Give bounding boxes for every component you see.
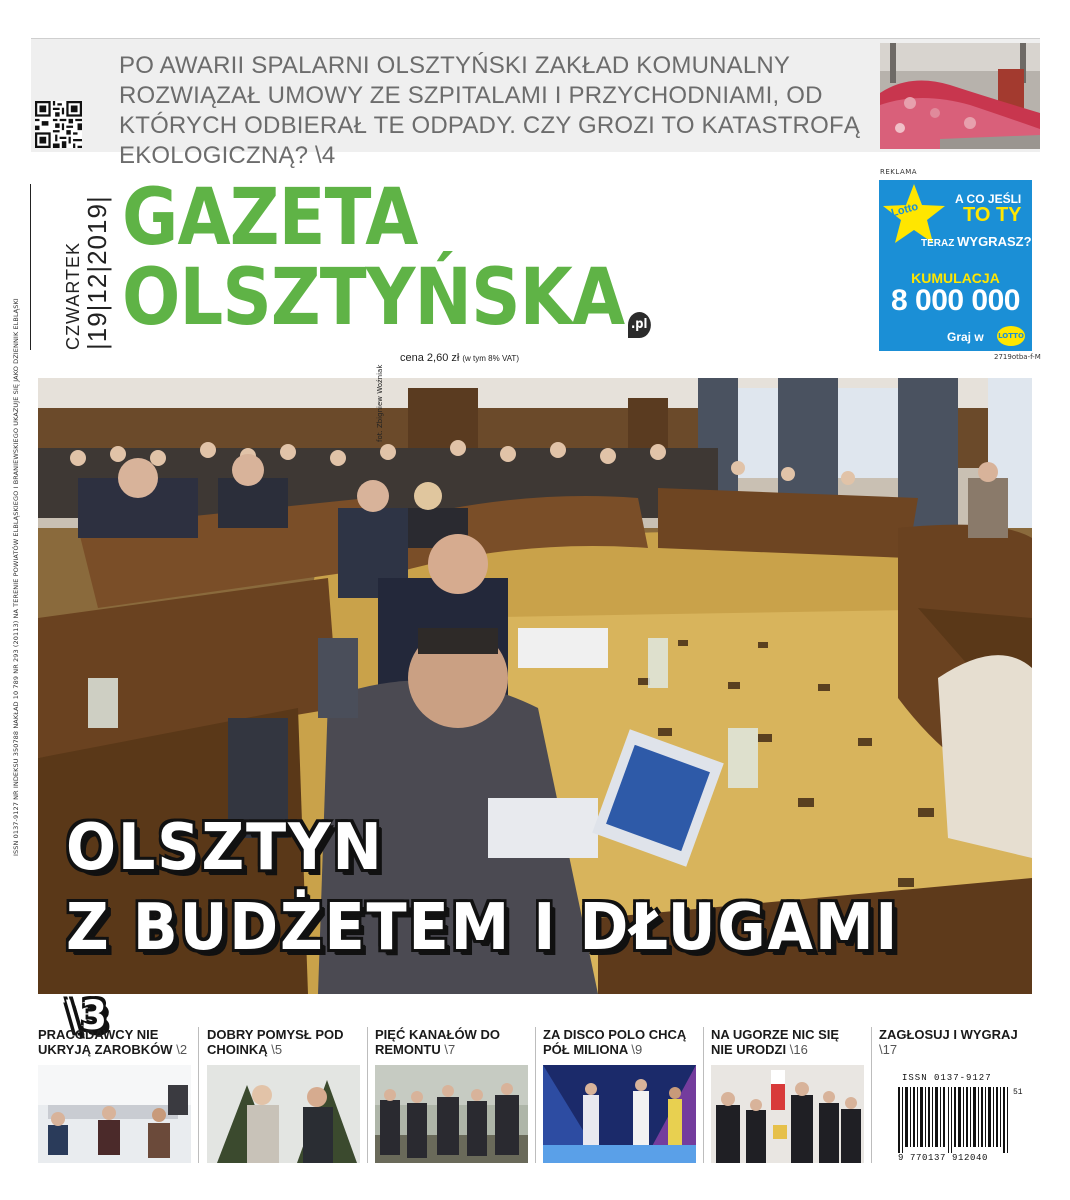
teaser-pracodawcy[interactable] <box>38 1027 191 1163</box>
teaser-page-ref: \9 <box>631 1042 643 1057</box>
teaser-title-text: NA UGORZE NIC SIĘ NIE URODZI <box>711 1027 840 1057</box>
ad-line-3b: WYGRASZ? <box>957 234 1032 249</box>
teaser-title <box>38 1027 191 1063</box>
teaser-page-ref: \2 <box>176 1042 188 1057</box>
banner-headline[interactable]: PO AWARII SPALARNI OLSZTYŃSKI ZAKŁAD KOMUNALNY ROZWIĄZAŁ UMOWY ZE SZPITALAMI I PRZYCHODNIAMI, OD KTÓRYCH ODBIERAŁ TE ODPADY. CZY GROZI TO KATASTROFĄ EKOLOGICZNĄ? \4 <box>119 52 861 169</box>
teaser-page-ref: \16 <box>789 1042 808 1057</box>
date-bar <box>30 184 112 350</box>
teaser-title <box>543 1027 696 1063</box>
teaser-page-ref: \5 <box>271 1042 283 1057</box>
ad-amount: 8 000 000 <box>891 284 1020 317</box>
teaser-title-text: PIĘĆ KANAŁÓW DO REMONTU <box>375 1027 500 1057</box>
main-headline[interactable] <box>66 808 955 1056</box>
newspaper-logo[interactable] <box>122 173 651 343</box>
price-vat: (w tym 8% VAT) <box>462 354 519 363</box>
teaser-strip <box>38 1027 864 1163</box>
qr-code[interactable] <box>35 101 82 148</box>
barcode-number: 9 770137 912040 <box>898 1153 989 1163</box>
teaser-title-text: DOBRY POMYSŁ POD CHOINKĄ <box>207 1027 344 1057</box>
teaser-title-text: ZA DISCO POLO CHCĄ PÓŁ MILIONA <box>543 1027 687 1057</box>
logo-line-1: GAZETA <box>122 173 418 263</box>
ad-code: 2719otba-f-M <box>994 353 1041 361</box>
teaser-photo <box>375 1065 528 1163</box>
teaser-page-ref: \17 <box>879 1042 898 1057</box>
teaser-title <box>375 1027 528 1063</box>
photo-credit: fot. Zbigniew Woźniak <box>376 364 384 442</box>
price-value: cena 2,60 zł <box>400 352 460 364</box>
lotto-logo-icon: LOTTO <box>997 326 1025 346</box>
top-teaser-banner[interactable] <box>31 38 1040 169</box>
teaser-disco-polo[interactable] <box>543 1027 696 1163</box>
ad-line-3 <box>921 234 1032 249</box>
ad-brand: Lotto <box>889 200 920 220</box>
teaser-title-text: ZAGŁOSUJ I WYGRAJ <box>879 1027 1018 1042</box>
logo-line-2: OLSZTYŃSKA <box>122 253 625 343</box>
ad-line-2: TO TY <box>963 204 1022 226</box>
ad-cta: Graj w <box>947 330 984 344</box>
headline-line-1: OLSZTYN <box>66 811 384 885</box>
divider <box>871 1027 872 1163</box>
issue-date: |19|12|2019| <box>82 195 112 350</box>
qr-code-icon <box>35 101 82 148</box>
lotto-advertisement[interactable] <box>879 180 1032 351</box>
ad-line-3a: TERAZ <box>921 238 955 249</box>
teaser-title <box>207 1027 360 1063</box>
divider <box>703 1027 704 1163</box>
divider <box>367 1027 368 1163</box>
teaser-title <box>711 1027 864 1063</box>
divider <box>198 1027 199 1163</box>
teaser-photo <box>38 1065 191 1163</box>
teaser-title <box>879 1027 1032 1063</box>
ad-kumulacja: KUMULACJA <box>911 270 1000 286</box>
teaser-photo <box>543 1065 696 1163</box>
headline-page-ref: \3 <box>66 993 109 1039</box>
issue-code: 51 <box>1013 1088 1023 1097</box>
teaser-ugor[interactable] <box>711 1027 864 1163</box>
teaser-kanaly[interactable] <box>375 1027 528 1163</box>
teaser-zaglosuj[interactable] <box>879 1027 1032 1063</box>
teaser-choinka[interactable] <box>207 1027 360 1163</box>
issn: ISSN 0137-9127 <box>902 1073 992 1083</box>
teaser-photo <box>711 1065 864 1163</box>
banner-photo[interactable] <box>880 43 1040 149</box>
headline-line-2: Z BUDŻETEM I DŁUGAMI <box>66 891 900 965</box>
teaser-page-ref: \7 <box>444 1042 456 1057</box>
weekday: CZWARTEK <box>63 241 83 350</box>
ad-label: REKLAMA <box>880 168 918 176</box>
teaser-photo <box>207 1065 360 1163</box>
teaser-title-text: PRACODAWCY NIE UKRYJĄ ZAROBKÓW <box>38 1027 173 1057</box>
issue-imprint: ISSN 0137-9127 NR INDEKSU 350788 NAKŁAD 10 789 NR 293 (20113) NA TERENIE POWIATÓW ELBLĄSKIEGO I BRANIEWSKIEGO UKAZUJE SIĘ JAKO DZIENNIK ELBLĄSKI <box>12 298 20 856</box>
logo-suffix: .pl <box>628 312 651 338</box>
barcode-icon <box>898 1087 1010 1153</box>
price <box>400 352 519 364</box>
ad-line-1: A CO JEŚLI <box>955 192 1022 206</box>
divider <box>535 1027 536 1163</box>
